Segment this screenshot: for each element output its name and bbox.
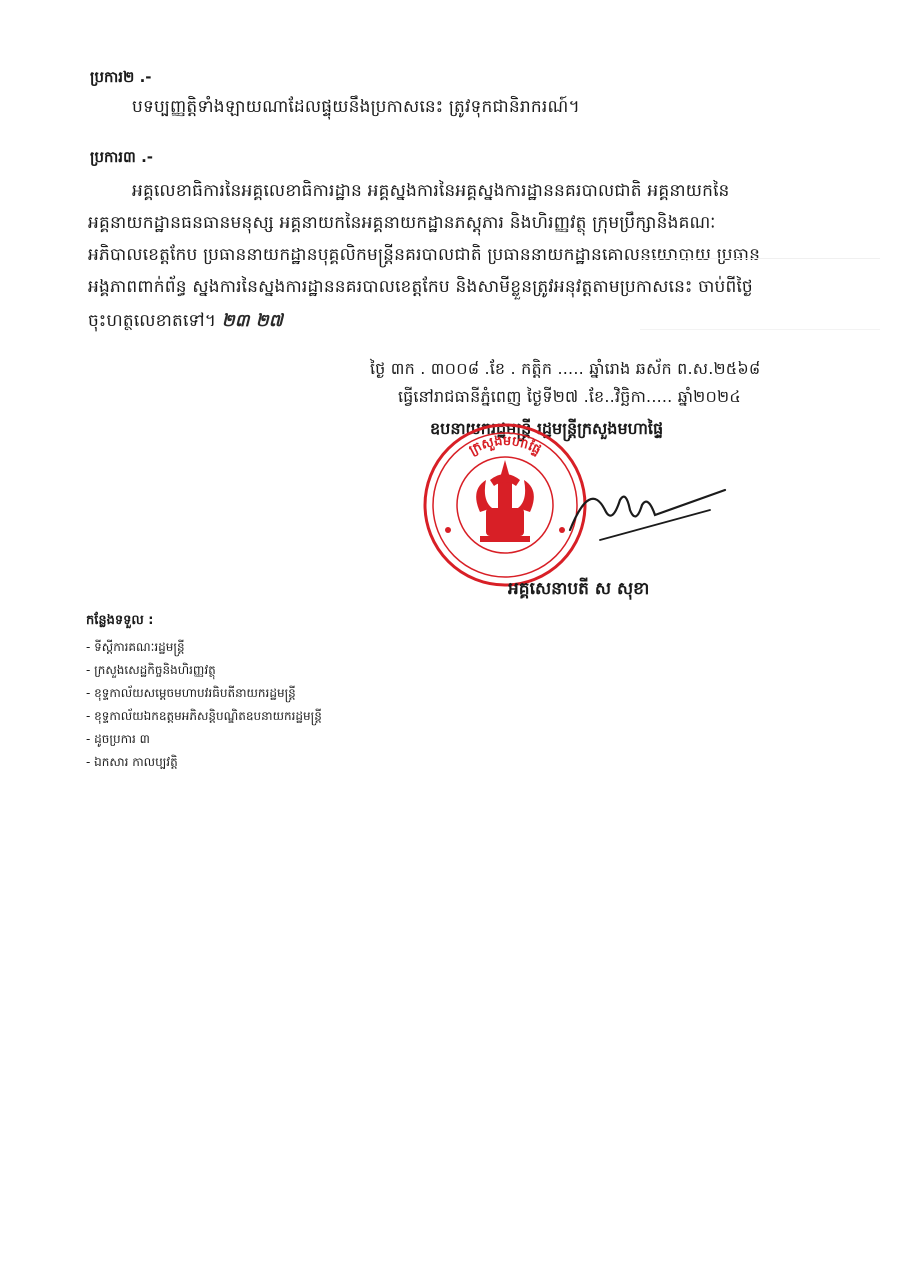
article-3-heading: ប្រការ៣ .-: [90, 148, 153, 166]
article-2-heading: ប្រការ២ .-: [90, 68, 152, 86]
article-3-line-5-text: ចុះហត្ថលេខាតទៅ។: [88, 311, 217, 331]
lunar-date: ថ្ងៃ ៣ក . ៣០០៨ .ខែ . កត្ដិក ..... ឆ្នាំរោង ឆស័ក ព.ស.២៥៦៨: [370, 359, 761, 378]
signatory-title: ឧបនាយករដ្ឋមន្ត្រី រដ្ឋមន្ត្រីក្រសួងមហាផ្ទៃ: [430, 419, 664, 438]
svg-text:ក្រសួងមហាផ្ទៃ: ក្រសួងមហាផ្ទៃ: [466, 433, 544, 459]
cc-item: - ក្រសួងសេដ្ឋកិច្ចនិងហិរញ្ញវត្ថុ: [86, 663, 216, 677]
cc-item: - ឯកសារ កាលប្បវត្តិ: [86, 755, 178, 769]
article-2-text: បទប្បញ្ញត្តិទាំងឡាយណាដែលផ្ទុយនឹងប្រកាសនេះ ត្រូវទុកជានិរាករណ៍។: [132, 97, 580, 117]
article-3-line-1: អគ្គលេខាធិការនៃអគ្គលេខាធិការដ្ឋាន អគ្គស្នងការនៃអគ្គស្នងការដ្ឋាននគរបាលជាតិ អគ្គនាយកនៃ: [132, 181, 730, 201]
signatory-name: អគ្គសេនាបតី ស សុខា: [508, 579, 650, 599]
cc-title: កន្លែងទទួល :: [86, 613, 154, 628]
signature-icon: [560, 470, 730, 550]
cc-list: [86, 636, 322, 774]
article-3-line-4: អង្គភាពពាក់ព័ន្ធ ស្នងការនៃស្នងការដ្ឋាននគរបាលខេត្តកែប និងសាមីខ្លួនត្រូវអនុវត្តតាមប្រកាសនេះ ចាប់ពីថ្ងៃ: [88, 277, 753, 297]
article-3-line-3: អភិបាលខេត្តកែប ប្រធាននាយកដ្ឋានបុគ្គលិកមន្ត្រីនគរបាលជាតិ ប្រធាននាយកដ្ឋានគោលនយោបាយ ប្រធាន: [88, 245, 761, 265]
article-3-line-2: អគ្គនាយកដ្ឋានធនធានមនុស្ស អគ្គនាយកនៃអគ្គនាយកដ្ឋានភស្តុភារ និងហិរញ្ញវត្ថុ ក្រុមប្រឹក្សានិងគណៈ: [88, 213, 716, 233]
handwritten-date: ២៣ ២៧: [221, 311, 283, 331]
cc-item: - ខុទ្ទកាល័យសម្ដេចមហាបវរធិបតីនាយករដ្ឋមន្ត្រី: [86, 686, 296, 700]
solar-date: ធ្វើនៅរាជធានីភ្នំពេញ ថ្ងៃទី២៧ .ខែ..វិច្ឆិកា..... ឆ្នាំ២០២៤: [398, 387, 741, 406]
cc-item: - ដូចប្រការ ៣: [86, 732, 150, 746]
cc-item: - ខុទ្ទកាល័យឯកឧត្ដមអភិសន្តិបណ្ឌិតឧបនាយករដ្ឋមន្ត្រី: [86, 709, 322, 723]
scan-artifact: [640, 258, 880, 330]
cc-item: - ទីស្ដីការគណៈរដ្ឋមន្ត្រី: [86, 640, 185, 654]
article-3-line-5: [88, 310, 283, 335]
